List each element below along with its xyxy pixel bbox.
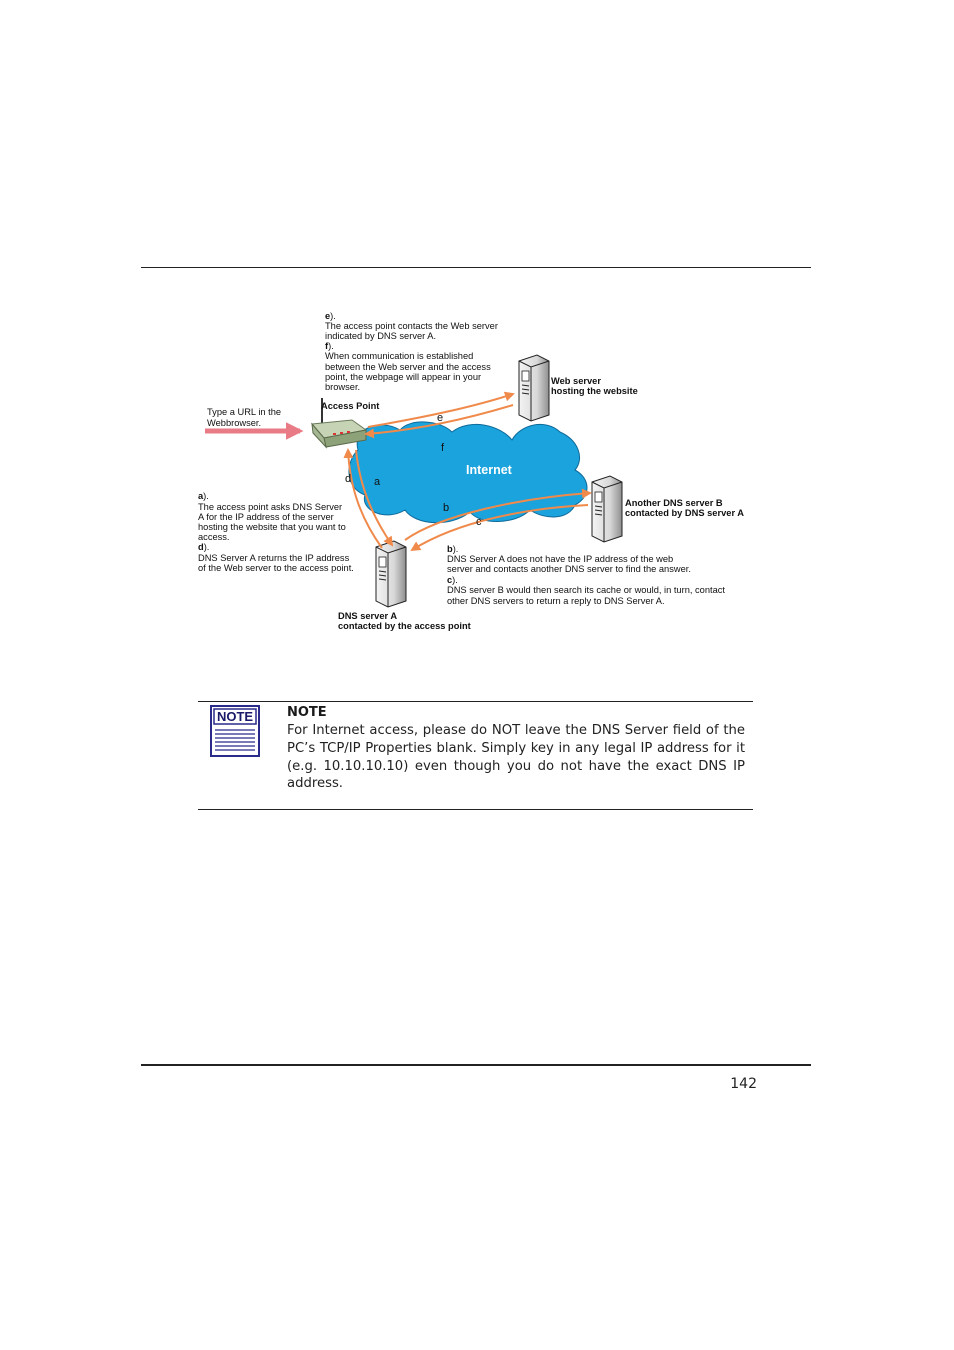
type-url-1: Type a URL in the [207, 407, 282, 417]
dns-b-label-2: contacted by DNS server A [625, 508, 745, 518]
note-title: NOTE [287, 705, 327, 720]
note-icon [210, 705, 260, 757]
dns-b-label-1: Another DNS server B [625, 498, 723, 508]
dns-server-a-icon [376, 541, 406, 607]
web-server-label-2: hosting the website [551, 386, 638, 396]
step-b-line-1: DNS Server A does not have the IP address of the web [447, 554, 674, 564]
note-box [198, 701, 753, 810]
web-server-icon [519, 355, 549, 421]
letter-f: f [441, 442, 445, 454]
step-f-heading: f). [325, 341, 334, 351]
letter-d: d [345, 473, 352, 485]
step-d-line-1: DNS Server A returns the IP address [198, 553, 350, 563]
footer-rule [141, 1064, 811, 1066]
cloud-label: Internet [466, 463, 512, 477]
step-a-heading: a). [198, 491, 209, 501]
step-f-line-2: between the Web server and the access [325, 362, 491, 372]
step-f-line-1: When communication is established [325, 351, 474, 361]
step-e-line-1: The access point contacts the Web server [325, 321, 498, 331]
step-e-heading: e). [325, 311, 336, 321]
letter-c: c [476, 516, 482, 528]
letter-a: a [374, 476, 381, 488]
page-number: 142 [730, 1076, 757, 1092]
step-a-line-3: hosting the website that you want to [198, 522, 346, 532]
step-c-heading: c). [447, 575, 458, 585]
step-c-line-1: DNS server B would then search its cache or would, in turn, contact [447, 585, 726, 595]
step-f-line-3: point, the webpage will appear in your [325, 372, 482, 382]
step-e-line-2: indicated by DNS server A. [325, 331, 437, 341]
web-server-label-1: Web server [551, 376, 601, 386]
note-body: For Internet access, please do NOT leave the DNS Server field of the PC’s TCP/IP Properties blank. Simply key in any legal IP address for it (e.g. 10.10.10.10) even though you do not have the exact DNS IP address. [287, 723, 745, 792]
step-a-line-2: A for the IP address of the server [198, 512, 334, 522]
access-point-label: Access Point [321, 401, 380, 411]
dns-server-b-icon [592, 476, 622, 542]
letter-e: e [437, 412, 444, 424]
note-icon-text: NOTE [216, 709, 254, 724]
dns-a-label-1: DNS server A [338, 611, 398, 621]
type-url-2: Webbrowser. [207, 418, 262, 428]
step-b-line-2: server and contacts another DNS server to find the answer. [447, 564, 691, 574]
step-f-line-4: browser. [325, 382, 361, 392]
step-c-line-2: other DNS servers to return a reply to DNS Server A. [447, 596, 665, 606]
step-a-line-1: The access point asks DNS Server [198, 502, 343, 512]
step-a-line-4: access. [198, 532, 230, 542]
dns-a-label-2: contacted by the access point [338, 621, 471, 631]
step-d-line-2: of the Web server to the access point. [198, 563, 354, 573]
step-d-heading: d). [198, 542, 210, 552]
step-b-heading: b). [447, 544, 459, 554]
letter-b: b [443, 502, 450, 514]
